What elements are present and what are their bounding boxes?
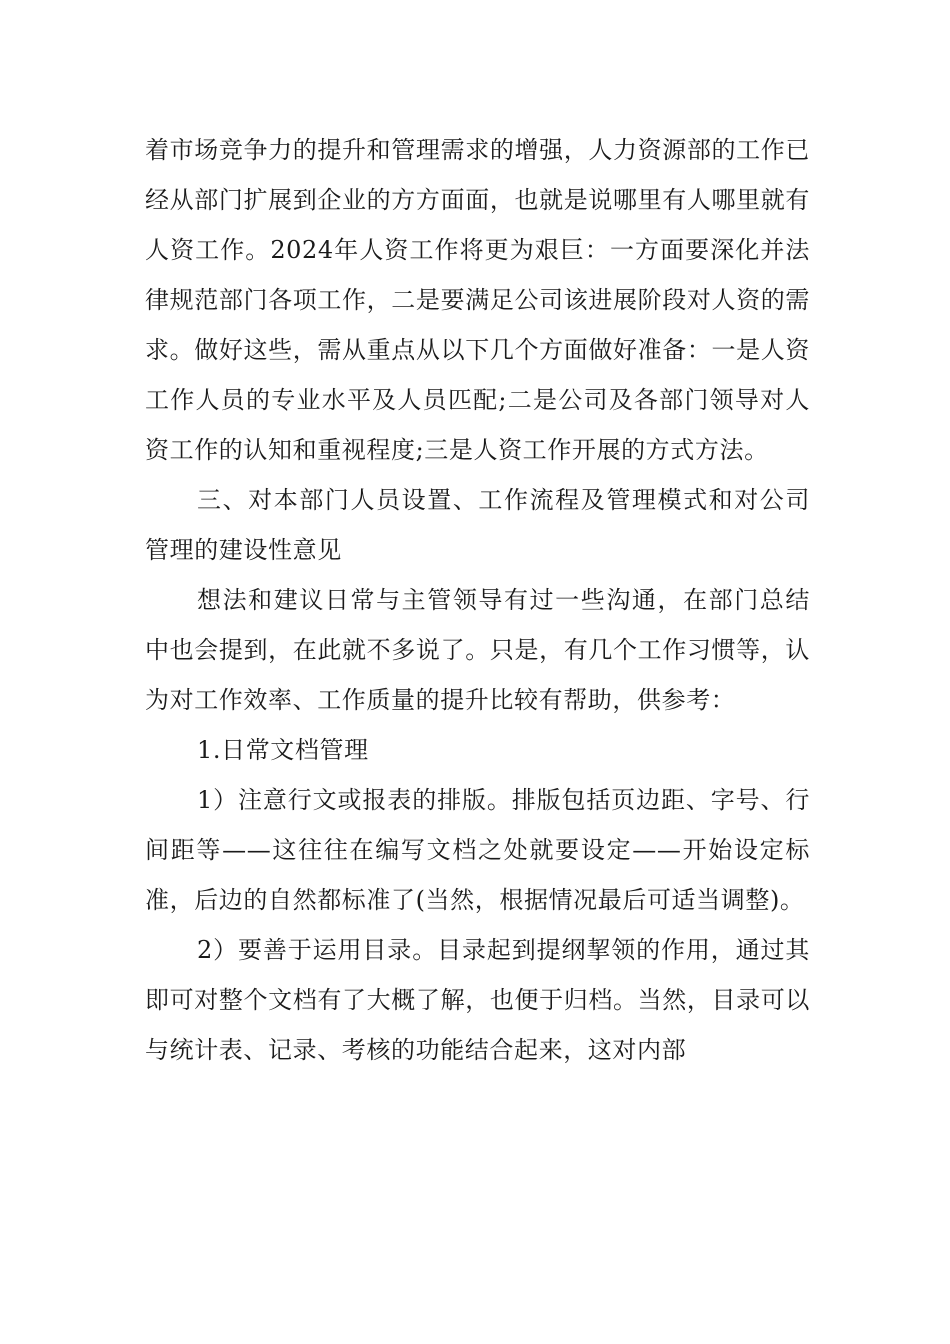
subheading-1: 1.日常文档管理	[197, 736, 369, 764]
section-heading-3: 三、对本部门人员设置、工作流程及管理模式和对公司管理的建设性意见	[145, 486, 810, 564]
list-item-1: 1）注意行文或报表的排版。排版包括页边距、字号、行间距等——这往往在编写文档之处就要设定——开始设定标准，后边的自然都标准了(当然，根据情况最后可适当调整)。	[145, 786, 810, 914]
paragraph-2: 想法和建议日常与主管领导有过一些沟通，在部门总结中也会提到，在此就不多说了。只是，有几个工作习惯等，认为对工作效率、工作质量的提升比较有帮助，供参考：	[145, 586, 810, 714]
list-item-2: 2）要善于运用目录。目录起到提纲挈领的作用，通过其即可对整个文档有了大概了解，也便于归档。当然，目录可以与统计表、记录、考核的功能结合起来，这对内部	[145, 936, 810, 1064]
document-body	[145, 125, 810, 1075]
paragraph-1: 着市场竞争力的提升和管理需求的增强，人力资源部的工作已经从部门扩展到企业的方方面面，也就是说哪里有人哪里就有人资工作。2024年人资工作将更为艰巨：一方面要深化并法律规范部门各项工作，二是要满足公司该进展阶段对人资的需求。做好这些，需从重点从以下几个方面做好准备：一是人资工作人员的专业水平及人员匹配;二是公司及各部门领导对人资工作的认知和重视程度;三是人资工作开展的方式方法。	[145, 136, 810, 464]
